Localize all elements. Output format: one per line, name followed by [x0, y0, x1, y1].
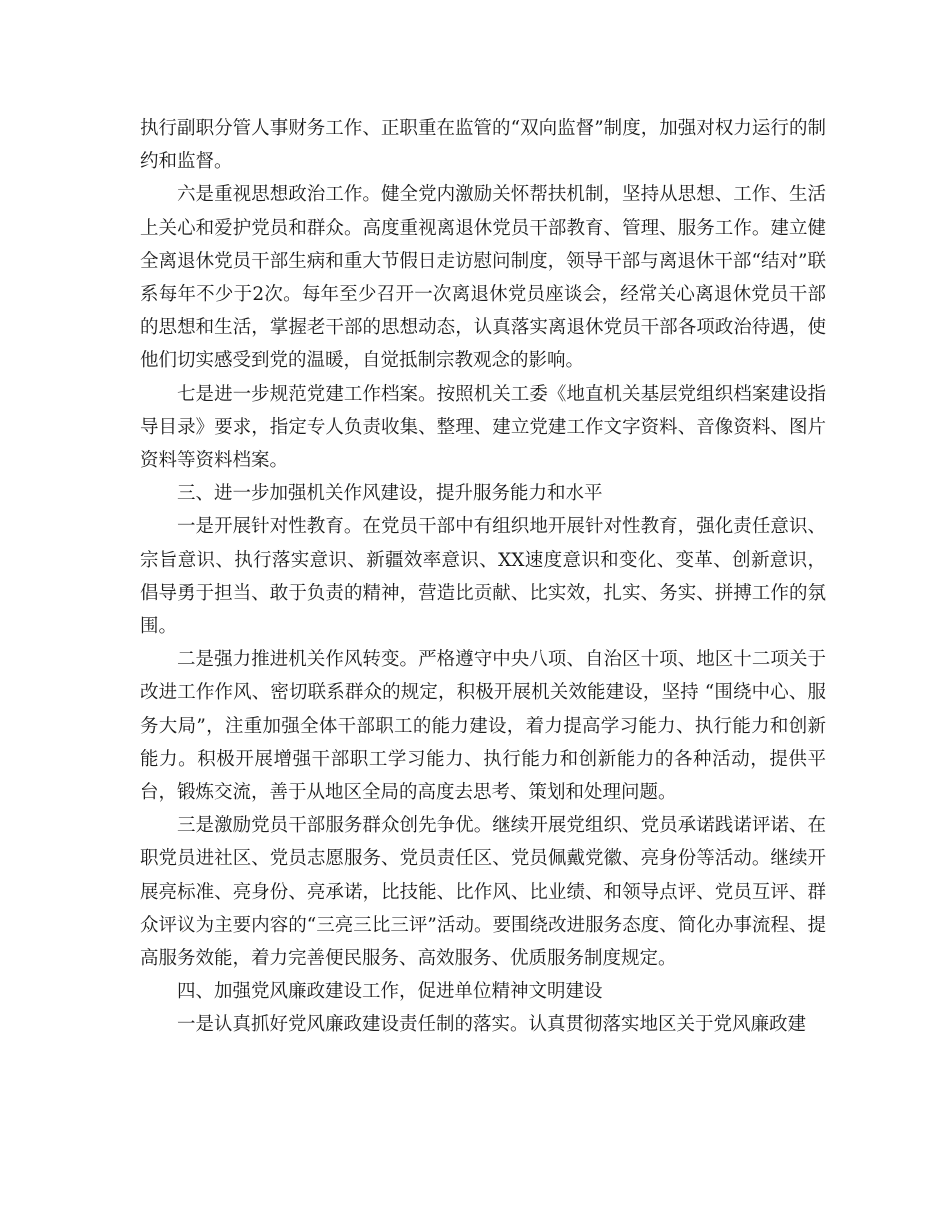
section-heading-3: 三、进一步加强机关作风建设，提升服务能力和水平: [177, 483, 603, 505]
paragraph-1: 执行副职分管人事财务工作、正职重在监管的“双向监督”制度，加强对权力运行的制约和监督。: [140, 118, 826, 173]
section-heading-4: 四、加强党风廉政建设工作，促进单位精神文明建设: [177, 981, 603, 1003]
paragraph-7: 一是认真抓好党风廉政建设责任制的落实。认真贯彻落实地区关于党风廉政建: [177, 1014, 807, 1036]
paragraph-4: 一是开展针对性教育。在党员干部中有组织地开展针对性教育，强化责任意识、宗旨意识、执行落实意识、新疆效率意识、XX速度意识和变化、变革、创新意识，倡导勇于担当、敢于负责的精神，营造比贡献、比实效，扎实、务实、拼搏工作的氛围。: [140, 516, 826, 638]
paragraph-3: 七是进一步规范党建工作档案。按照机关工委《地直机关基层党组织档案建设指导目录》要求，指定专人负责收集、整理、建立党建工作文字资料、音像资料、图片资料等资料档案。: [140, 383, 826, 472]
document-page: [140, 112, 826, 1042]
paragraph-2: 六是重视思想政治工作。健全党内激励关怀帮扶机制，坚持从思想、工作、生活上关心和爱护党员和群众。高度重视离退休党员干部教育、管理、服务工作。建立健全离退休党员干部生病和重大节假日走访慰问制度，领导干部与离退休干部“结对”联系每年不少于2次。每年至少召开一次离退休党员座谈会，经常关心离退休党员干部的思想和生活，掌握老干部的思想动态，认真落实离退休党员干部各项政治待遇，使他们切实感受到党的温暖，自觉抵制宗教观念的影响。: [140, 184, 826, 372]
paragraph-5: 二是强力推进机关作风转变。严格遵守中央八项、自治区十项、地区十二项关于改进工作作风、密切联系群众的规定，积极开展机关效能建设，坚持 “围绕中心、服务大局”，注重加强全体干部职工的能力建设，着力提高学习能力、执行能力和创新能力。积极开展增强干部职工学习能力、执行能力和创新能力的各种活动，提供平台，锻炼交流，善于从地区全局的高度去思考、策划和处理问题。: [140, 649, 826, 804]
paragraph-6: 三是激励党员干部服务群众创先争优。继续开展党组织、党员承诺践诺评诺、在职党员进社区、党员志愿服务、党员责任区、党员佩戴党徽、亮身份等活动。继续开展亮标准、亮身份、亮承诺，比技能、比作风、比业绩、和领导点评、党员互评、群众评议为主要内容的“三亮三比三评”活动。要围绕改进服务态度、简化办事流程、提高服务效能，着力完善便民服务、高效服务、优质服务制度规定。: [140, 815, 826, 970]
